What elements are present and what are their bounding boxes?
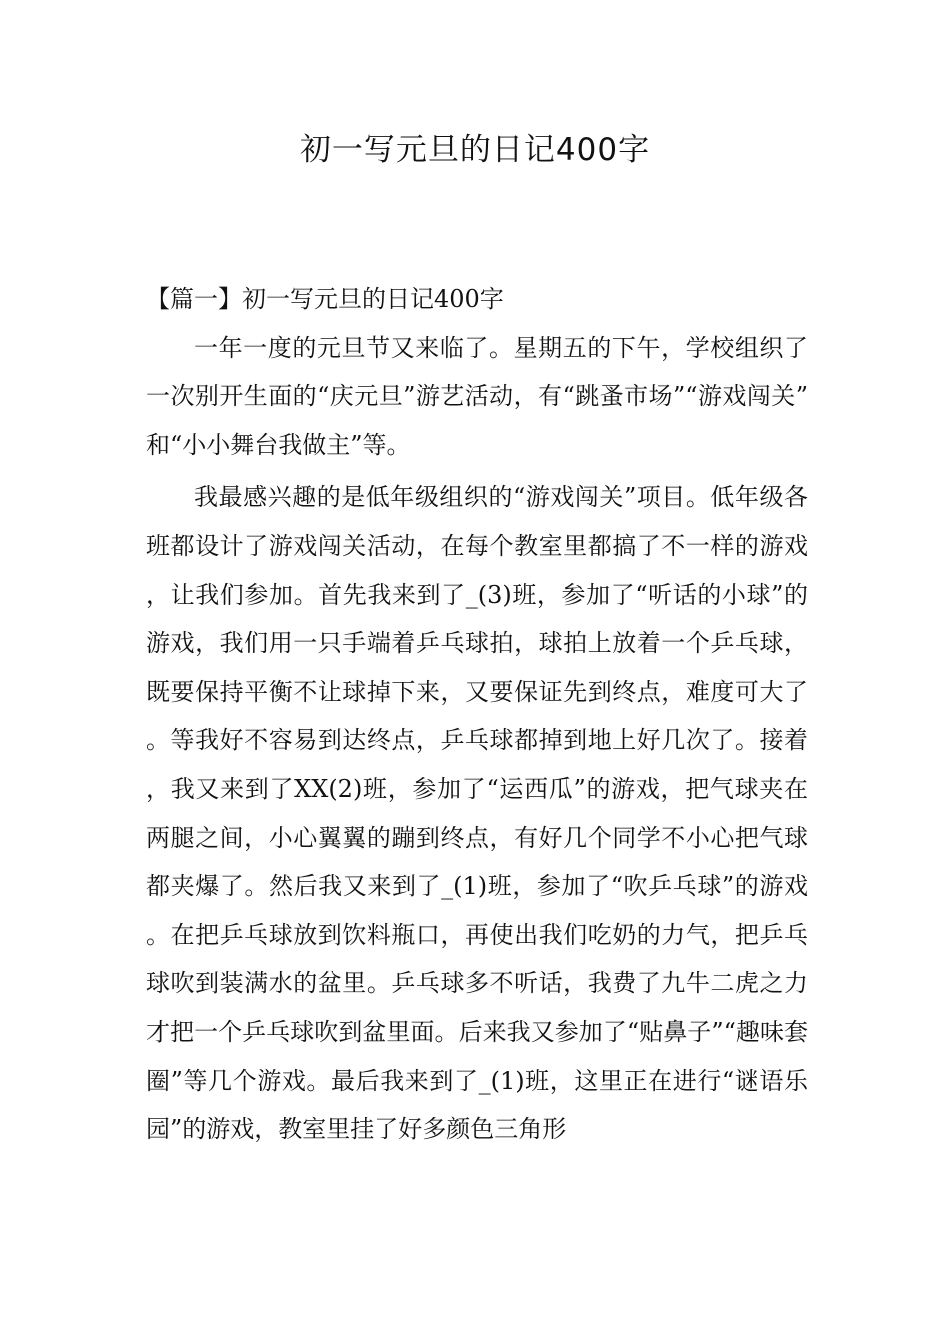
document-body (146, 275, 808, 1154)
document-title: 初一写元旦的日记400字 (299, 132, 651, 168)
paragraph-1: 一年一度的元旦节又来临了。星期五的下午，学校组织了一次别开生面的“庆元旦”游艺活动，有“跳蚤市场”“游戏闯关”和“小小舞台我做主”等。 (146, 333, 808, 459)
paragraph-2: 我最感兴趣的是低年级组织的“游戏闯关”项目。低年级各班都设计了游戏闯关活动，在每个教室里都搞了不一样的游戏，让我们参加。首先我来到了_(3)班，参加了“听话的小球”的游戏，我们用一只手端着乒乓球拍，球拍上放着一个乒乓球，既要保持平衡不让球掉下来，又要保证先到终点，难度可大了。等我好不容易到达终点，乒乓球都掉到地上好几次了。接着，我又来到了XX(2)班，参加了“运西瓜”的游戏，把气球夹在两腿之间，小心翼翼的蹦到终点，有好几个同学不小心把气球都夹爆了。然后我又来到了_(1)班，参加了“吹乒乓球”的游戏。在把乒乓球放到饮料瓶口，再使出我们吃奶的力气，把乒乓球吹到装满水的盆里。乒乓球多不听话，我费了九牛二虎之力才把一个乒乓球吹到盆里面。后来我又参加了“贴鼻子”“趣味套圈”等几个游戏。最后我来到了_(1)班，这里正在进行“谜语乐园”的游戏，教室里挂了好多颜色三角形 (146, 483, 808, 1144)
section-heading: 【篇一】初一写元旦的日记400字 (146, 285, 504, 313)
